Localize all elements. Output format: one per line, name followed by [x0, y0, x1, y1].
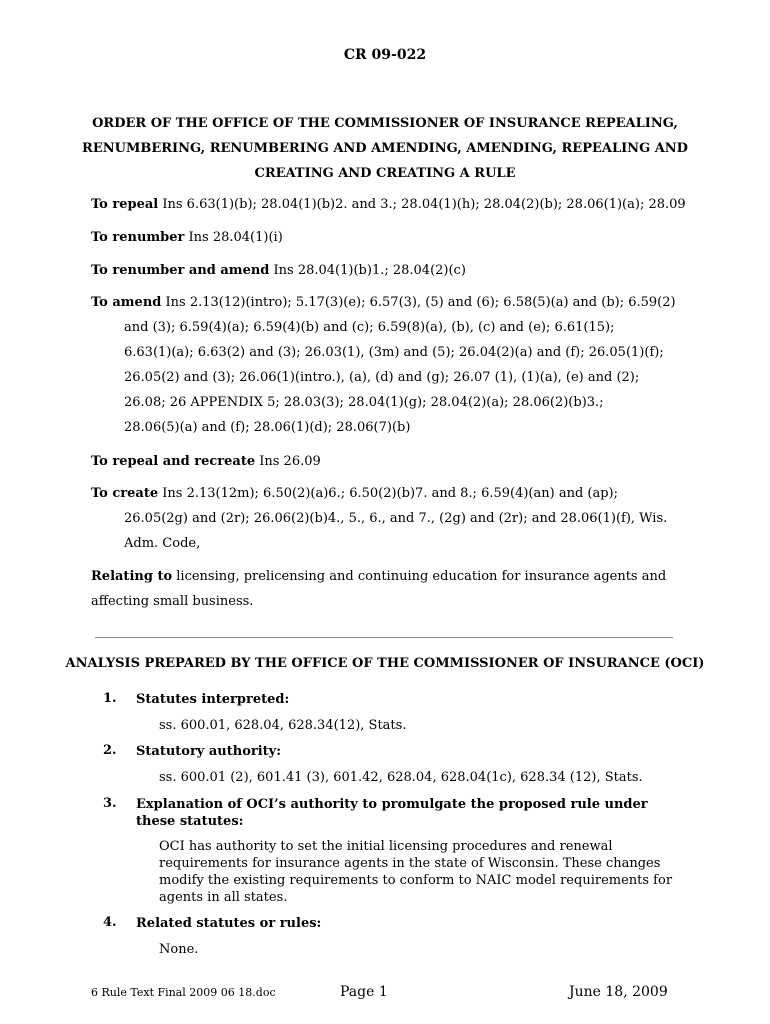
- provision-text: Ins 2.13(12)(intro); 5.17(3)(e); 6.57(3), (5) and (6); 6.58(5)(a) and (b); 6.59(2): [165, 295, 676, 310]
- title-line: ORDER OF THE OFFICE OF THE COMMISSIONER OF INSURANCE REPEALING,: [92, 116, 678, 131]
- provision-text: licensing, prelicensing and continuing education for insurance agents and: [176, 569, 667, 584]
- analysis-heading: ANALYSIS PREPARED BY THE OFFICE OF THE COMMISSIONER OF INSURANCE (OCI): [65, 656, 705, 671]
- provision-lead: Relating to: [91, 569, 173, 584]
- provision-lead: To amend: [91, 295, 162, 310]
- order-title: [60, 111, 710, 186]
- provision-text: 28.06(5)(a) and (f); 28.06(1)(d); 28.06(7)(b): [124, 420, 411, 435]
- title-line: RENUMBERING, RENUMBERING AND AMENDING, AMENDING, REPEALING AND: [82, 141, 688, 156]
- item-body-line: requirements for insurance agents in the state of Wisconsin. These changes: [159, 856, 661, 871]
- provision-text: 26.08; 26 APPENDIX 5; 28.03(3); 28.04(1)(g); 28.04(2)(a); 28.06(2)(b)3.;: [124, 395, 604, 410]
- item-heading-line: Related statutes or rules:: [136, 916, 322, 931]
- provision-renumber: [91, 225, 691, 250]
- item-body-line: OCI has authority to set the initial licensing procedures and renewal: [159, 839, 613, 854]
- provision-relating: [91, 564, 691, 614]
- title-line: CREATING AND CREATING A RULE: [254, 166, 516, 181]
- footer-filename: 6 Rule Text Final 2009 06 18.doc: [91, 986, 276, 999]
- item-heading: [136, 691, 656, 708]
- provision-text: Adm. Code,: [124, 536, 201, 551]
- provision-repeal: [91, 192, 691, 217]
- item-number: 3.: [103, 796, 117, 811]
- item-heading: [136, 915, 656, 932]
- provision-text: Ins 26.09: [259, 454, 321, 469]
- item-body-line: modify the existing requirements to conform to NAIC model requirements for: [159, 873, 673, 888]
- item-body-line: agents in all states.: [159, 890, 288, 905]
- footer-date: June 18, 2009: [569, 984, 668, 1000]
- provision-text: 6.63(1)(a); 6.63(2) and (3); 26.03(1), (3m) and (5); 26.04(2)(a) and (f); 26.05(1)(f);: [124, 345, 664, 360]
- item-body: [159, 769, 699, 786]
- provision-text: Ins 28.04(1)(i): [188, 230, 283, 245]
- item-body: [159, 717, 699, 734]
- provision-renumber-amend: [91, 258, 691, 283]
- item-body-line: None.: [159, 942, 199, 957]
- provision-text: 26.05(2) and (3); 26.06(1)(intro.), (a), (d) and (g); 26.07 (1), (1)(a), (e) and (2);: [124, 370, 640, 385]
- section-divider: [95, 637, 673, 638]
- document-number: CR 09-022: [343, 47, 427, 63]
- footer-page-number: Page 1: [340, 984, 388, 1000]
- provision-amend: [91, 290, 691, 440]
- provision-text: Ins 28.04(1)(b)1.; 28.04(2)(c): [273, 263, 466, 278]
- provision-lead: To create: [91, 486, 159, 501]
- item-heading: [136, 743, 656, 760]
- provision-lead: To repeal and recreate: [91, 454, 256, 469]
- provision-lead: To renumber: [91, 230, 185, 245]
- item-heading-line: Statutory authority:: [136, 744, 282, 759]
- provision-create: [91, 481, 691, 556]
- provision-text: Ins 6.63(1)(b); 28.04(1)(b)2. and 3.; 28.04(1)(h); 28.04(2)(b); 28.06(1)(a); 28.09: [162, 197, 686, 212]
- provision-text: 26.05(2g) and (2r); 26.06(2)(b)4., 5., 6., and 7., (2g) and (2r); and 28.06(1)(f), Wis.: [124, 511, 668, 526]
- provision-text: Ins 2.13(12m); 6.50(2)(a)6.; 6.50(2)(b)7. and 8.; 6.59(4)(an) and (ap);: [162, 486, 619, 501]
- item-heading: [136, 796, 656, 830]
- provision-lead: To renumber and amend: [91, 263, 270, 278]
- item-body: [159, 838, 699, 906]
- item-number: 2.: [103, 743, 117, 758]
- item-body: [159, 941, 699, 958]
- item-body-line: ss. 600.01 (2), 601.41 (3), 601.42, 628.04, 628.04(1c), 628.34 (12), Stats.: [159, 770, 643, 785]
- item-heading-line: Explanation of OCI’s authority to promulgate the proposed rule under: [136, 797, 648, 812]
- provision-text: affecting small business.: [91, 594, 254, 609]
- provision-lead: To repeal: [91, 197, 159, 212]
- item-heading-line: these statutes:: [136, 814, 244, 829]
- item-heading-line: Statutes interpreted:: [136, 692, 290, 707]
- provision-repeal-recreate: [91, 449, 691, 474]
- provision-text: and (3); 6.59(4)(a); 6.59(4)(b) and (c); 6.59(8)(a), (b), (c) and (e); 6.61(15);: [124, 320, 615, 335]
- item-number: 1.: [103, 691, 117, 706]
- item-number: 4.: [103, 915, 117, 930]
- item-body-line: ss. 600.01, 628.04, 628.34(12), Stats.: [159, 718, 407, 733]
